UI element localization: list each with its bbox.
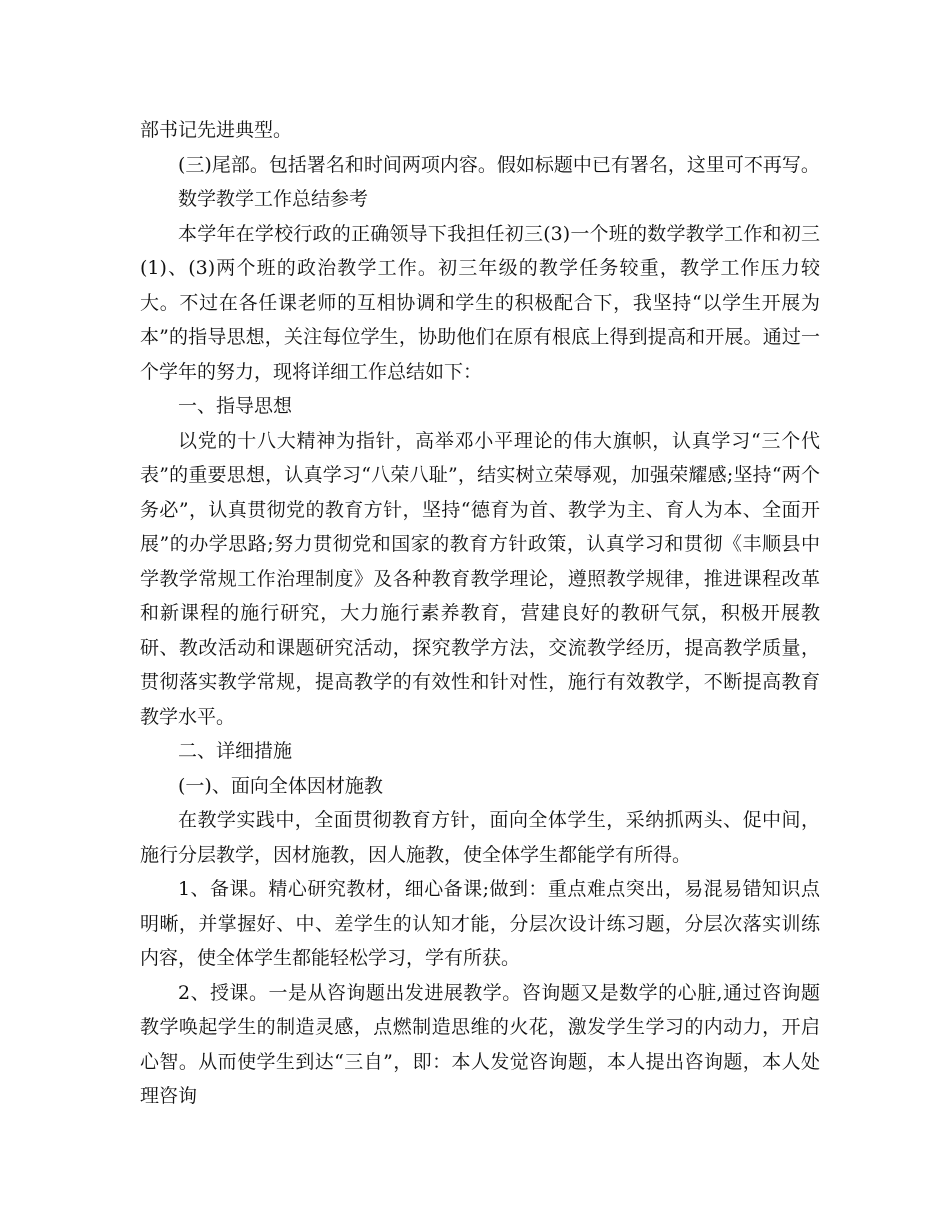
paragraph-1: 部书记先进典型。	[140, 119, 293, 141]
heading-measures: 二、详细措施	[178, 740, 293, 762]
subheading-teaching: (一)、面向全体因材施教	[178, 774, 383, 797]
paragraph-2: (三)尾部。包括署名和时间两项内容。假如标题中已有署名，这里可不再写。	[178, 153, 820, 176]
heading-guiding-thought: 一、指导思想	[178, 395, 293, 417]
paragraph-guiding-thought: 以党的十八大精神为指针，高举邓小平理论的伟大旗帜，认真学习“三个代表”的重要思想，认真学习“八荣八耻”，结实树立荣辱观，加强荣耀感;坚持“两个务必”，认真贯彻党的教育方针，坚持“德育为首、教学为主、育人为本、全面开展”的办学思路;努力贯彻党和国家的教育方针政策，认真学习和贯彻《丰顺县中学教学常规工作治理制度》及各种教育教学理论，遵照教学规律，推进课程改革和新课程的施行研究，大力施行素养教育，营建良好的教研气氛，积极开展教研、教改活动和课题研究活动，探究教学方法，交流教学经历，提高教学质量，贯彻落实教学常规，提高教学的有效性和针对性，施行有效教学，不断提高教育教学水平。	[140, 429, 820, 728]
paragraph-intro: 本学年在学校行政的正确领导下我担任初三(3)一个班的数学教学工作和初三(1)、(3)两个班的政治教学工作。初三年级的教学任务较重，教学工作压力较大。不过在各任课老师的互相协调和学生的积极配合下，我坚持“以学生开展为本”的指导思想，关注每位学生，协助他们在原有根底上得到提高和开展。通过一个学年的努力，现将详细工作总结如下：	[140, 222, 820, 383]
paragraph-lesson-prep: 1、备课。精心研究教材，细心备课;做到：重点难点突出，易混易错知识点明晰，并掌握好、中、差学生的认知才能，分层次设计练习题，分层次落实训练内容，使全体学生都能轻松学习，学有所获。	[140, 878, 820, 969]
section-title: 数学教学工作总结参考	[178, 188, 369, 210]
paragraph-lecturing: 2、授课。一是从咨询题出发进展教学。咨询题又是数学的心脏,通过咨询题教学唤起学生的制造灵感，点燃制造思维的火花，激发学生学习的内动力，开启心智。从而使学生到达“三自”，即：本人发觉咨询题，本人提出咨询题，本人处理咨询	[140, 981, 820, 1107]
document-body	[140, 113, 820, 1114]
paragraph-practice: 在教学实践中，全面贯彻教育方针，面向全体学生，采纳抓两头、促中间，施行分层教学，因材施教，因人施教，使全体学生都能学有所得。	[140, 809, 820, 866]
